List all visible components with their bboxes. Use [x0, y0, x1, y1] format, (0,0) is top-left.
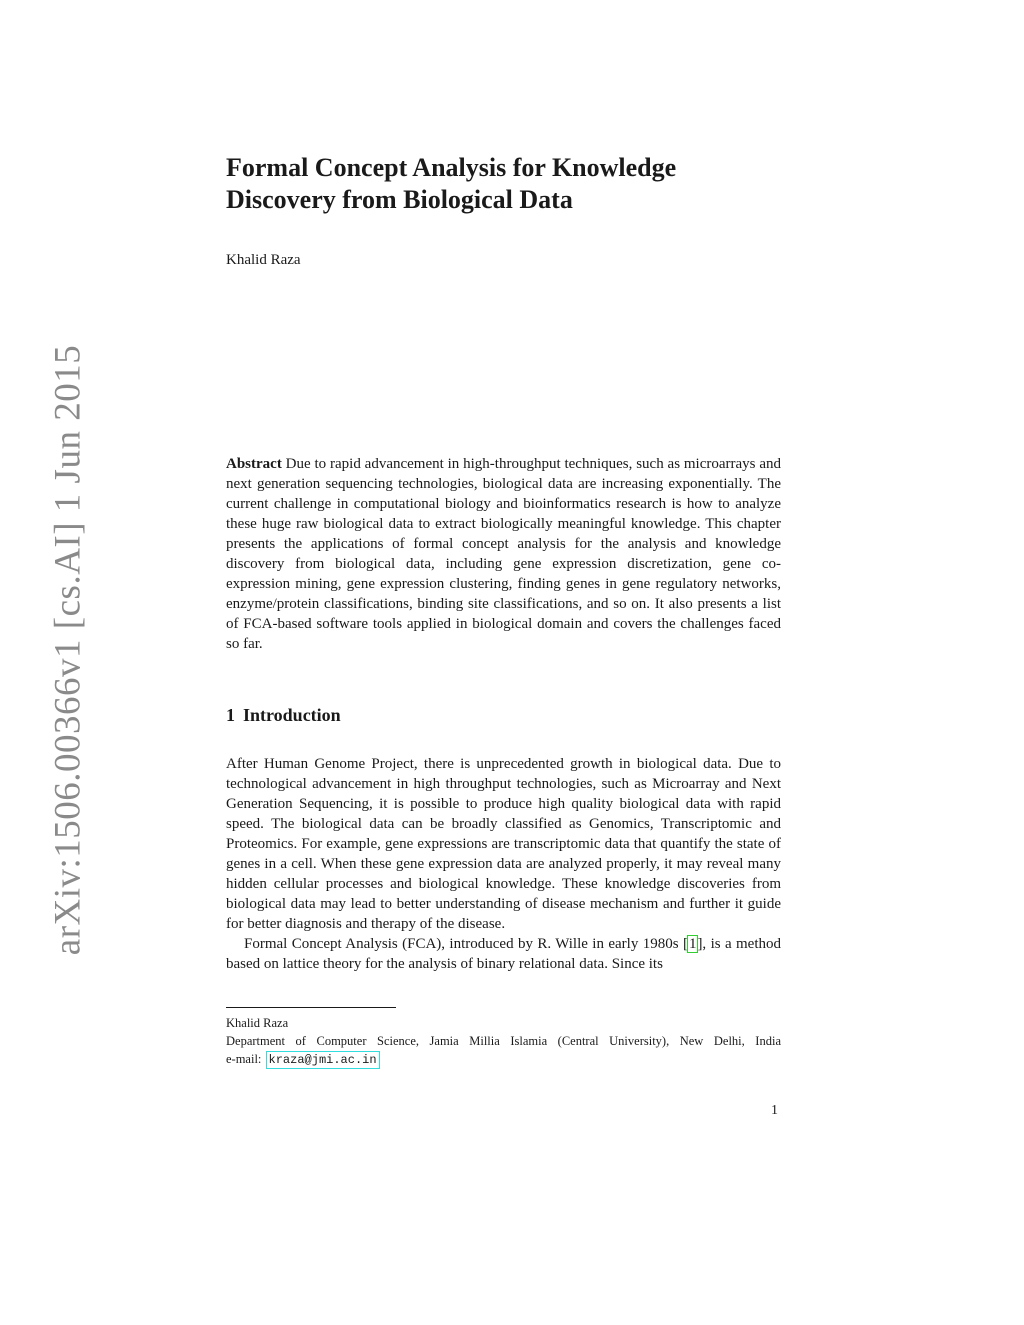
email-label: e-mail: [226, 1052, 262, 1066]
paragraph-2 [226, 934, 781, 974]
section-number: 1 [226, 705, 235, 725]
paragraph-2-text-end: ], is a method based on lattice theory for the analysis of binary relational data. Since its [226, 936, 781, 972]
arxiv-identifier-stamp: arXiv:1506.00366v1 [cs.AI] 1 Jun 2015 [47, 344, 89, 956]
paragraph-2-text-start: Formal Concept Analysis (FCA), introduced by R. Wille in early 1980s [ [244, 936, 688, 952]
paper-title [226, 152, 786, 216]
paragraph-1: After Human Genome Project, there is unprecedented growth in biological data. Due to technological advancement in high throughput technologies, such as Microarray and Next Generation Sequencing, it is possible to produce high quality biological data with rapid speed. The biological data can be broadly classified as Genomics, Transcriptomic and Proteomics. For example, gene expressions are transcriptomic data that quantify the state of genes in a cell. When these gene expression data are analyzed properly, it may reveal many hidden cellular processes and biological knowledge. These knowledge discoveries from biological data may lead to better understanding of disease mechanism and further it guide for better diagnosis and therapy of the disease. [226, 756, 781, 932]
page-number: 1 [771, 1103, 778, 1118]
footnote-affiliation: Department of Computer Science, Jamia Millia Islamia (Central University), New Delhi, India [226, 1034, 781, 1048]
author-name: Khalid Raza [226, 252, 301, 268]
section-heading [226, 705, 341, 726]
paper-title-line-2: Discovery from Biological Data [226, 185, 573, 214]
abstract-text: Due to rapid advancement in high-throughput techniques, such as microarrays and next generation sequencing technologies, biological data are increasing exponentially. The current challenge in computational biology and bioinformatics research is how to analyze these huge raw biological data to extract biologically meaningful knowledge. This chapter presents the applications of formal concept analysis for the analysis and knowledge discovery from biological data, including gene expression discretization, gene co-expression mining, gene expression clustering, finding genes in gene regulatory networks, enzyme/protein classifications, binding site classifications, and so on. It also presents a list of FCA-based software tools applied in biological domain and covers the challenges faced so far. [226, 456, 782, 652]
section-title: Introduction [243, 705, 341, 725]
email-link[interactable]: kraza@jmi.ac.in [268, 1053, 377, 1067]
introduction-body [226, 754, 781, 974]
paper-title-line-1: Formal Concept Analysis for Knowledge [226, 153, 677, 182]
footnote-divider [226, 1007, 396, 1008]
citation-link[interactable]: 1 [688, 936, 697, 952]
author-footnote [226, 1014, 781, 1069]
footnote-author-name: Khalid Raza [226, 1016, 289, 1030]
footnote-email-line [226, 1050, 781, 1069]
abstract [226, 454, 781, 654]
abstract-label: Abstract [226, 456, 282, 472]
